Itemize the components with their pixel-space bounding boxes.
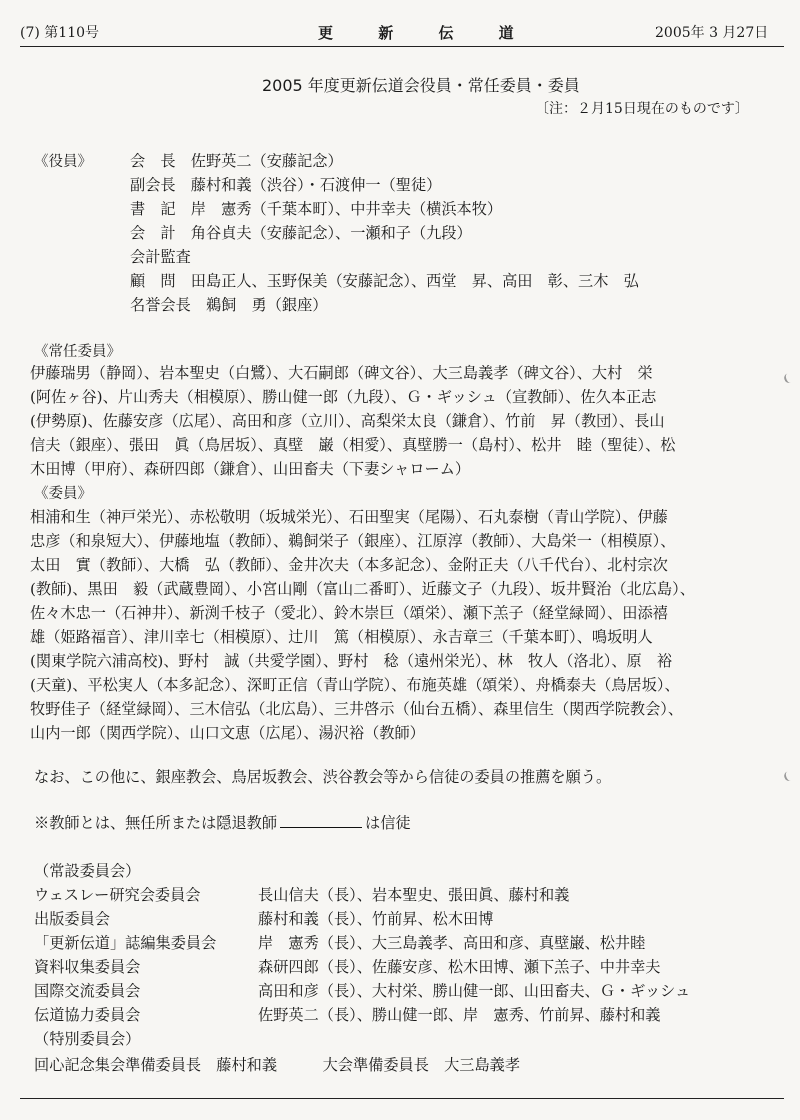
standing-line: (阿佐ヶ谷)、片山秀夫（相模原）、勝山健一郎（九段）、Ｇ・ギッシュ（宣教師）、佐久本正志 bbox=[30, 388, 657, 406]
member-line: 山内一郎（関西学院）、山口文恵（広尾）、湯沢裕（教師） bbox=[30, 724, 425, 742]
footer-rule bbox=[20, 1098, 784, 1099]
teacher-footnote bbox=[34, 812, 411, 833]
committee-members: 佐野英二（長）、勝山健一郎、岸 憲秀、竹前昇、藤村和義 bbox=[258, 1006, 661, 1024]
standing-line: 伊藤瑞男（静岡）、岩本聖史（白鷺）、大石嗣郎（碑文谷）、大三島義孝（碑文谷）、大村 栄 bbox=[30, 364, 653, 382]
officer-line: 名誉会長 鵜飼 勇（銀座） bbox=[130, 296, 328, 314]
special-committees-heading: （特別委員会） bbox=[34, 1030, 141, 1048]
footnote-text: ※教師とは、無任所または隠退教師 bbox=[34, 814, 277, 832]
member-line: 太田 實（教師）、大橋 弘（教師）、金井次夫（本多記念）、金附正夫（八千代台）、北村宗次 bbox=[30, 556, 668, 574]
member-line: 牧野佳子（経堂緑岡）、三木信弘（北広島）、三井啓示（仙台五橋）、森里信生（関西学院教会）、 bbox=[30, 700, 684, 718]
committee-members: 森研四郎（長）、佐藤安彦、松木田博、瀬下羔子、中井幸夫 bbox=[258, 958, 661, 976]
committee-members: 高田和彦（長）、大村栄、勝山健一郎、山田畜夫、Ｇ・ギッシュ bbox=[258, 982, 691, 1000]
member-line: 忠彦（和泉短大）、伊藤地塩（教師）、鵜飼栄子（銀座）、江原淳（教師）、大島栄一（相模原）、 bbox=[30, 532, 676, 550]
committee-name: 国際交流委員会 bbox=[34, 982, 141, 1000]
officers-heading: 《役員》 bbox=[34, 154, 92, 170]
committee-name: 資料収集委員会 bbox=[34, 958, 141, 976]
committee-name: 出版委員会 bbox=[34, 910, 110, 928]
recommendation-note: なお、この他に、銀座教会、鳥居坂教会、渋谷教会等から信徒の委員の推薦を願う。 bbox=[34, 768, 612, 786]
officer-line: 副会長 藤村和義（渋谷）・石渡伸一（聖徒） bbox=[130, 176, 442, 194]
permanent-committees-heading: （常設委員会） bbox=[34, 862, 141, 880]
officer-line: 顧 問 田島正人、玉野保美（安藤記念）、西堂 昇、高田 彰、三木 弘 bbox=[130, 272, 639, 290]
member-line: (教師)、黒田 毅（武蔵豊岡）、小宮山剛（富山二番町）、近藤文子（九段）、坂井賢治（北広島）、 bbox=[30, 580, 695, 598]
officer-line: 会 計 角谷貞夫（安藤記念）、一瀬和子（九段） bbox=[130, 224, 472, 242]
officer-line: 会 長 佐野英二（安藤記念） bbox=[130, 152, 343, 170]
standing-line: 信夫（銀座）、張田 眞（鳥居坂）、真壁 巌（相愛）、真壁勝一（島村）、松井 睦（聖徒）、松 bbox=[30, 436, 676, 454]
committee-members: 岸 憲秀（長）、大三島義孝、高田和彦、真壁巌、松井睦 bbox=[258, 934, 646, 952]
member-line: (天童)、平松実人（本多記念）、深町正信（青山学院）、布施英雄（頌栄）、舟橋泰夫（鳥居坂）、 bbox=[30, 676, 680, 694]
committee-name: 伝道協力委員会 bbox=[34, 1006, 141, 1024]
committee-members: 藤村和義（長）、竹前昇、松木田博 bbox=[258, 910, 494, 928]
member-line: (関東学院六浦高校)、野村 誠（共愛学園）、野村 稔（遠州栄光）、林 牧人（洛北）、原 裕 bbox=[30, 652, 673, 670]
officer-line: 書 記 岸 憲秀（千葉本町）、中井幸夫（横浜本牧） bbox=[130, 200, 503, 218]
committee-members: 長山信夫（長）、岩本聖史、張田眞、藤村和義 bbox=[258, 886, 570, 904]
member-line: 雄（姫路福音）、津川幸七（相模原）、辻川 篤（相模原）、永吉章三（千葉本町）、鳴坂明人 bbox=[30, 628, 653, 646]
issue-date: 2005年 3 月27日 bbox=[655, 25, 769, 41]
standing-line: 木田博（甲府）、森研四郎（鎌倉）、山田畜夫（下妻シャローム） bbox=[30, 460, 471, 478]
member-line: 相浦和生（神戸栄光）、赤松敬明（坂城栄光）、石田聖実（尾陽）、石丸泰樹（青山学院）、伊藤 bbox=[30, 508, 668, 526]
standing-line: (伊勢原)、佐藤安彦（広尾）、高田和彦（立川）、高梨栄太良（鎌倉）、竹前 昇（教団）、長山 bbox=[30, 412, 665, 430]
standing-heading: 《常任委員》 bbox=[34, 344, 121, 360]
members-heading: 《委員》 bbox=[34, 486, 92, 502]
member-line: 佐々木忠一（石神井）、新渕千枝子（愛北）、鈴木崇巨（頌栄）、瀬下羔子（経堂緑岡）、田添禧 bbox=[30, 604, 668, 622]
newsletter-title: 更 新 伝 道 bbox=[318, 24, 534, 42]
page-number: (7) 第110号 bbox=[20, 25, 100, 41]
lay-member-underline bbox=[280, 813, 362, 828]
date-note: 〔注：２月15日現在のものです〕 bbox=[535, 101, 749, 117]
committee-name: 「更新伝道」誌編集委員会 bbox=[34, 934, 217, 952]
document-title: 2005 年度更新伝道会役員・常任委員・委員 bbox=[262, 76, 580, 95]
scan-mark bbox=[783, 370, 800, 385]
scan-mark bbox=[783, 768, 800, 783]
footnote-suffix: は信徒 bbox=[365, 814, 411, 832]
committee-name: ウェスレー研究会委員会 bbox=[34, 886, 201, 904]
header-rule bbox=[20, 46, 784, 47]
special-committee-line: 回心記念集会準備委員長 藤村和義 大会準備委員長 大三島義孝 bbox=[34, 1056, 520, 1074]
officer-line: 会計監査 bbox=[130, 248, 191, 266]
